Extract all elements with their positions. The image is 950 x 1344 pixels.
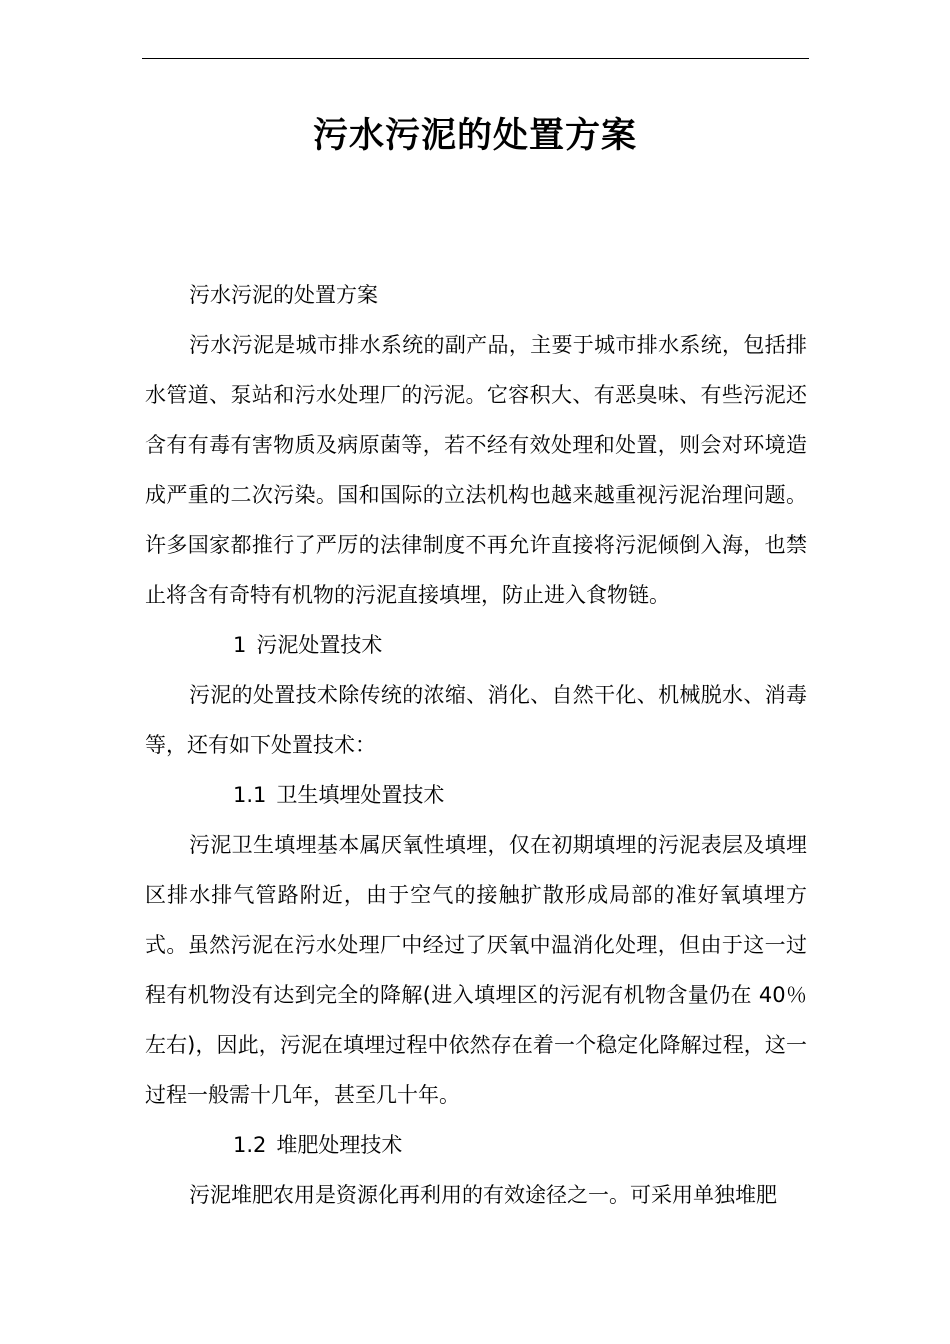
section-number: 1.2 — [233, 1133, 267, 1157]
paragraph-intro: 污水污泥是城市排水系统的副产品，主要于城市排水系统，包括排水管道、泵站和污水处理厂的污泥。它容积大、有恶臭味、有些污泥还含有有毒有害物质及病原菌等，若不经有效处理和处置，则会对环境造成严重的二次污染。国和国际的立法机构也越来越重视污泥治理问题。许多国家都推行了严厉的法律制度不再允许直接将污泥倾倒入海，也禁止将含有奇特有机物的污泥直接填埋，防止进入食物链。 — [145, 333, 807, 607]
section-title: 堆肥处理技术 — [276, 1133, 403, 1157]
header-rule — [142, 58, 809, 59]
section-number: 1.1 — [233, 783, 267, 807]
paragraph-compost: 污泥堆肥农用是资源化再利用的有效途径之一。可采用单独堆肥 — [189, 1183, 777, 1207]
paragraph-landfill: 污泥卫生填埋基本属厌氧性填埋，仅在初期填埋的污泥表层及填埋区排水排气管路附近，由于空气的接触扩散形成局部的准好氧填埋方式。虽然污泥在污水处理厂中经过了厌氧中温消化处理，但由于这一过程有机物没有达到完全的降解(进入填埋区的污泥有机物含量仍在 40％左右)，因此，污泥在填埋过程中依然存在着一个稳定化降解过程，这一过程一般需十几年，甚至几十年。 — [145, 833, 807, 1107]
section-number: 1 — [233, 633, 247, 657]
paragraph-techniques: 污泥的处置技术除传统的浓缩、消化、自然干化、机械脱水、消毒等，还有如下处置技术： — [145, 683, 807, 757]
paragraph-subtitle: 污水污泥的处置方案 — [189, 283, 378, 307]
document-body — [145, 270, 807, 1220]
section-title: 污泥处置技术 — [256, 633, 383, 657]
section-heading-1-1 — [145, 770, 807, 820]
document-title: 污水污泥的处置方案 — [312, 116, 637, 156]
section-heading-1-2 — [145, 1120, 807, 1170]
section-heading-1 — [145, 620, 807, 670]
section-title: 卫生填埋处置技术 — [276, 783, 445, 807]
